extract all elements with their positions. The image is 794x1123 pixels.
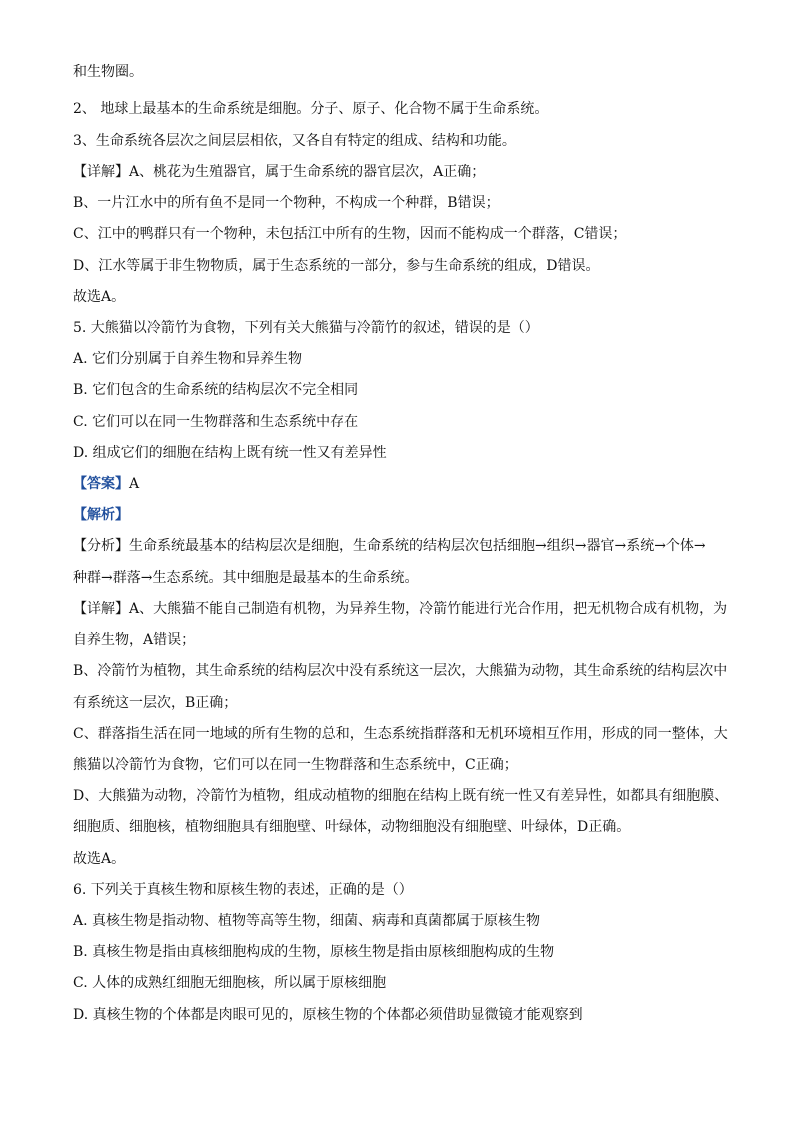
text-line: 和生物圈。	[73, 64, 143, 80]
text-line: B、冷箭竹为植物，其生命系统的结构层次中没有系统这一层次，大熊猫为动物，其生命系统的结构层次中	[73, 663, 728, 679]
text-line: 【分析】生命系统最基本的结构层次是细胞，生命系统的结构层次包括细胞→组织→器官→系统→个体→	[73, 538, 706, 554]
question-6-option-d: D. 真核生物的个体都是肉眼可见的，原核生物的个体都必须借助显微镜才能观察到	[73, 1007, 583, 1023]
text-line: 【详解】A、桃花为生殖器官，属于生命系统的器官层次，A正确；	[73, 164, 486, 180]
text-line: 细胞质、细胞核，植物细胞具有细胞壁、叶绿体，动物细胞没有细胞壁、叶绿体，D正确。	[73, 819, 631, 835]
text-line: 自养生物，A错误；	[73, 632, 196, 648]
answer-value: A	[129, 476, 140, 492]
text-line: C、群落指生活在同一地域的所有生物的总和，生态系统指群落和无机环境相互作用，形成的同一整体，大	[73, 726, 728, 742]
text-line: 故选A。	[73, 851, 126, 867]
question-6-option-b: B. 真核生物是指由真核细胞构成的生物，原核生物是指由原核细胞构成的生物	[73, 944, 555, 960]
answer-line	[73, 474, 733, 494]
text-line: B、一片江水中的所有鱼不是同一个物种，不构成一个种群，B错误；	[73, 195, 500, 211]
text-line: 故选A。	[73, 289, 126, 305]
question-6-option-a: A. 真核生物是指动物、植物等高等生物，细菌、病毒和真菌都属于原核生物	[73, 913, 541, 929]
answer-tag: 【答案】	[73, 476, 129, 492]
text-line: D、大熊猫为动物，冷箭竹为植物，组成动植物的细胞在结构上既有统一性又有差异性，如都具有细胞膜、	[73, 788, 729, 804]
text-line: 2、 地球上最基本的生命系统是细胞。分子、原子、化合物不属于生命系统。	[73, 101, 549, 117]
analysis-tag: 【解析】	[73, 507, 129, 523]
question-5-option-a: A. 它们分别属于自养生物和异养生物	[73, 351, 303, 367]
text-line: 熊猫以冷箭竹为食物，它们可以在同一生物群落和生态系统中，C正确；	[73, 757, 518, 773]
question-6-stem: 6. 下列关于真核生物和原核生物的表述，正确的是（）	[73, 882, 413, 898]
question-5-option-c: C. 它们可以在同一生物群落和生态系统中存在	[73, 414, 359, 430]
text-line: C、江中的鸭群只有一个物种，未包括江中所有的生物，因而不能构成一个群落，C错误；	[73, 226, 627, 242]
question-5-stem: 5. 大熊猫以冷箭竹为食物，下列有关大熊猫与冷箭竹的叙述，错误的是（）	[73, 320, 539, 336]
text-line: 种群→群落→生态系统。其中细胞是最基本的生命系统。	[73, 570, 419, 586]
text-line: 【详解】A、大熊猫不能自己制造有机物，为异养生物，冷箭竹能进行光合作用，把无机物合成有机物，为	[73, 601, 728, 617]
question-5-option-b: B. 它们包含的生命系统的结构层次不完全相同	[73, 382, 359, 398]
text-line: D、江水等属于非生物物质，属于生态系统的一部分，参与生命系统的组成，D错误。	[73, 258, 600, 274]
question-6-option-c: C. 人体的成熟红细胞无细胞核，所以属于原核细胞	[73, 975, 387, 991]
question-5-option-d: D. 组成它们的细胞在结构上既有统一性又有差异性	[73, 445, 387, 461]
text-line: 有系统这一层次，B正确；	[73, 695, 238, 711]
text-line: 3、生命系统各层次之间层层相依，又各自有特定的组成、结构和功能。	[73, 133, 516, 149]
analysis-line	[73, 505, 733, 525]
